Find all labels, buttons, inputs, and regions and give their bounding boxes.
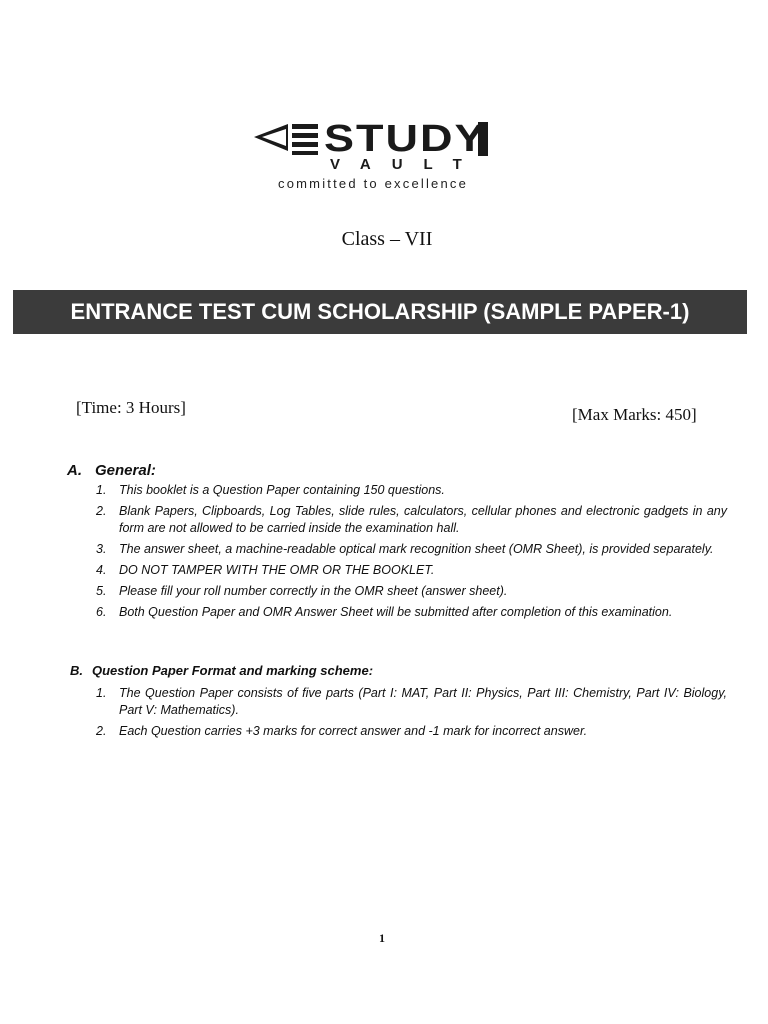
list-item [96, 723, 727, 740]
page-number: 1 [379, 931, 385, 945]
list-item [96, 562, 727, 579]
banner-title: ENTRANCE TEST CUM SCHOLARSHIP (SAMPLE PAPER-1) [70, 299, 690, 324]
item-number: 6. [96, 605, 107, 619]
item-text: The Question Paper consists of five parts (Part I: MAT, Part II: Physics, Part III: Chemistry, Part IV: Biology, Part V: Mathematics). [119, 686, 727, 717]
item-text: Please fill your roll number correctly in the OMR sheet (answer sheet). [119, 584, 508, 598]
section-b-list [96, 685, 727, 744]
list-item [96, 541, 727, 558]
item-number: 1. [96, 686, 107, 700]
brand-name: STUDY [324, 116, 487, 160]
list-item [96, 685, 727, 719]
list-item [96, 583, 727, 600]
item-text: Each Question carries +3 marks for correct answer and -1 mark for incorrect answer. [119, 724, 588, 738]
section-b-letter: B. [70, 663, 83, 678]
section-a-list [96, 482, 727, 625]
section-b-heading [70, 663, 373, 678]
item-text: This booklet is a Question Paper containing 150 questions. [119, 483, 445, 497]
item-text: DO NOT TAMPER WITH THE OMR OR THE BOOKLET. [119, 563, 435, 577]
item-text: Blank Papers, Clipboards, Log Tables, slide rules, calculators, cellular phones and electronic gadgets in any form are not allowed to be carried inside the examination hall. [119, 504, 727, 535]
section-a-title: General: [95, 462, 156, 479]
section-b-title: Question Paper Format and marking scheme: [92, 663, 374, 678]
time-duration: [Time: 3 Hours] [76, 398, 186, 417]
item-number: 5. [96, 584, 107, 598]
section-a-heading [67, 462, 156, 479]
max-marks: [Max Marks: 450] [572, 405, 697, 424]
title-banner [13, 290, 747, 334]
item-number: 3. [96, 542, 107, 556]
item-text: Both Question Paper and OMR Answer Sheet will be submitted after completion of this examination. [119, 605, 673, 619]
class-title: Class – VII [341, 228, 433, 250]
item-text: The answer sheet, a machine-readable optical mark recognition sheet (OMR Sheet), is provided separately. [119, 542, 714, 556]
section-a-letter: A. [67, 462, 82, 479]
list-item [96, 604, 727, 621]
list-item [96, 482, 727, 499]
item-number: 1. [96, 483, 107, 497]
item-number: 2. [96, 504, 107, 518]
study-vault-logo [252, 118, 522, 198]
brand-tagline: committed to excellence [278, 176, 469, 191]
item-number: 2. [96, 724, 107, 738]
brand-sub: VAULT [330, 156, 483, 173]
item-number: 4. [96, 563, 107, 577]
list-item [96, 503, 727, 537]
